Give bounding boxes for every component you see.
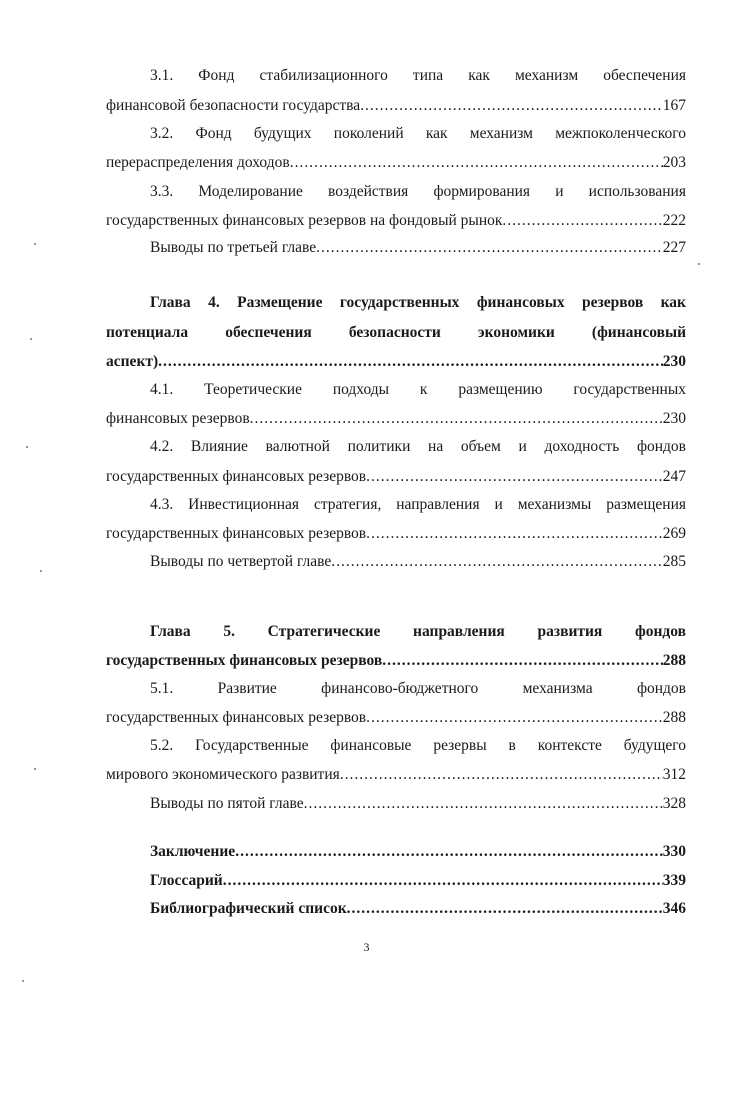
leader-dots	[235, 842, 663, 862]
toc-chapter-5[interactable]	[106, 651, 686, 671]
toc-entry-5-1-page: 288	[662, 709, 686, 726]
toc-entry-4-2-title: государственных финансовых резервов	[106, 468, 367, 485]
page-number: 3	[363, 940, 370, 954]
leader-dots	[290, 153, 663, 173]
toc-chapter-4-line2: потенциала обеспечения безопасности экономики (финансовый	[106, 324, 686, 341]
scan-speck	[698, 263, 700, 265]
scan-speck	[34, 243, 36, 245]
toc-entry-5-2[interactable]	[106, 765, 686, 785]
toc-entry-3-2-line1: 3.2. Фонд будущих поколений как механизм межпоколенческого	[150, 125, 686, 142]
toc-chapter-4-title: аспект)	[106, 353, 159, 370]
toc-entry-3-1-line1: 3.1. Фонд стабилизационного типа как механизм обеспечения	[150, 67, 686, 84]
leader-dots	[502, 211, 662, 231]
scan-speck	[30, 338, 32, 340]
toc-entry-4-1[interactable]	[106, 409, 686, 429]
leader-dots	[366, 524, 663, 544]
leader-dots	[316, 238, 663, 258]
leader-dots	[250, 409, 663, 429]
toc-entry-5-2-page: 312	[662, 766, 686, 783]
toc-entry-bibliography-title: Библиографический список	[150, 900, 347, 917]
toc-entry-bibliography[interactable]	[150, 899, 686, 919]
leader-dots	[304, 794, 663, 814]
leader-dots	[347, 899, 663, 919]
scan-speck	[34, 768, 36, 770]
toc-entry-3-3-title: государственных финансовых резервов на фондовый рынок	[106, 212, 503, 229]
toc-entry-4-2-page: 247	[662, 468, 686, 485]
toc-entry-3-1-page: 167	[662, 97, 686, 114]
toc-entry-3-2-title: перераспределения доходов	[106, 154, 290, 171]
leader-dots	[382, 651, 663, 671]
toc-entry-conclusion-page: 330	[662, 843, 686, 860]
toc-entry-glossary-title: Глоссарий	[150, 872, 223, 889]
leader-dots	[223, 871, 663, 891]
toc-entry-chapter3-conclusions-page: 227	[662, 239, 686, 256]
toc-entry-4-2[interactable]	[106, 467, 686, 487]
toc-entry-4-1-page: 230	[662, 410, 686, 427]
toc-entry-4-3-title: государственных финансовых резервов	[106, 525, 367, 542]
toc-entry-chapter5-conclusions-title: Выводы по пятой главе	[150, 795, 304, 812]
leader-dots	[366, 467, 663, 487]
toc-entry-5-1-title: государственных финансовых резервов	[106, 709, 367, 726]
toc-chapter-5-line1: Глава 5. Стратегические направления развития фондов	[150, 623, 686, 640]
toc-entry-5-2-line1: 5.2. Государственные финансовые резервы в контексте будущего	[150, 737, 686, 754]
toc-entry-3-3-page: 222	[662, 212, 686, 229]
toc-chapter-4-page: 230	[662, 353, 686, 370]
toc-entry-chapter3-conclusions[interactable]	[150, 238, 686, 258]
toc-entry-3-2-page: 203	[662, 154, 686, 171]
toc-entry-3-2[interactable]	[106, 153, 686, 173]
toc-entry-chapter4-conclusions-page: 285	[662, 553, 686, 570]
toc-entry-4-2-line1: 4.2. Влияние валютной политики на объем и доходность фондов	[150, 438, 686, 455]
toc-chapter-4-line1: Глава 4. Размещение государственных финансовых резервов как	[150, 294, 686, 311]
toc-entry-3-3-line1: 3.3. Моделирование воздействия формирования и использования	[150, 183, 686, 200]
toc-entry-5-1-line1: 5.1. Развитие финансово-бюджетного механизма фондов	[150, 680, 686, 697]
toc-entry-bibliography-page: 346	[662, 900, 686, 917]
leader-dots	[158, 352, 663, 372]
toc-entry-3-3[interactable]	[106, 211, 686, 231]
toc-chapter-5-title: государственных финансовых резервов	[106, 652, 383, 669]
toc-entry-conclusion-title: Заключение	[150, 843, 236, 860]
toc-entry-chapter5-conclusions[interactable]	[150, 794, 686, 814]
toc-entry-conclusion[interactable]	[150, 842, 686, 862]
toc-entry-chapter4-conclusions[interactable]	[150, 552, 686, 572]
scan-speck	[26, 446, 28, 448]
leader-dots	[366, 708, 663, 728]
toc-entry-chapter3-conclusions-title: Выводы по третьей главе	[150, 239, 317, 256]
toc-entry-4-1-line1: 4.1. Теоретические подходы к размещению государственных	[150, 381, 686, 398]
toc-entry-4-3-line1: 4.3. Инвестиционная стратегия, направления и механизмы размещения	[150, 496, 686, 513]
toc-entry-glossary-page: 339	[662, 872, 686, 889]
toc-entry-4-3-page: 269	[662, 525, 686, 542]
toc-entry-glossary[interactable]	[150, 871, 686, 891]
toc-entry-4-3[interactable]	[106, 524, 686, 544]
leader-dots	[340, 765, 663, 785]
toc-entry-3-1-title: финансовой безопасности государства	[106, 97, 361, 114]
leader-dots	[360, 96, 663, 116]
leader-dots	[331, 552, 663, 572]
toc-chapter-4[interactable]	[106, 352, 686, 372]
scan-speck	[40, 570, 42, 572]
scan-speck	[22, 980, 24, 982]
toc-chapter-5-page: 288	[662, 652, 686, 669]
toc-entry-chapter5-conclusions-page: 328	[662, 795, 686, 812]
toc-entry-chapter4-conclusions-title: Выводы по четвертой главе	[150, 553, 332, 570]
toc-entry-4-1-title: финансовых резервов	[106, 410, 250, 427]
toc-entry-5-1[interactable]	[106, 708, 686, 728]
toc-entry-3-1[interactable]	[106, 96, 686, 116]
toc-entry-5-2-title: мирового экономического развития	[106, 766, 340, 783]
